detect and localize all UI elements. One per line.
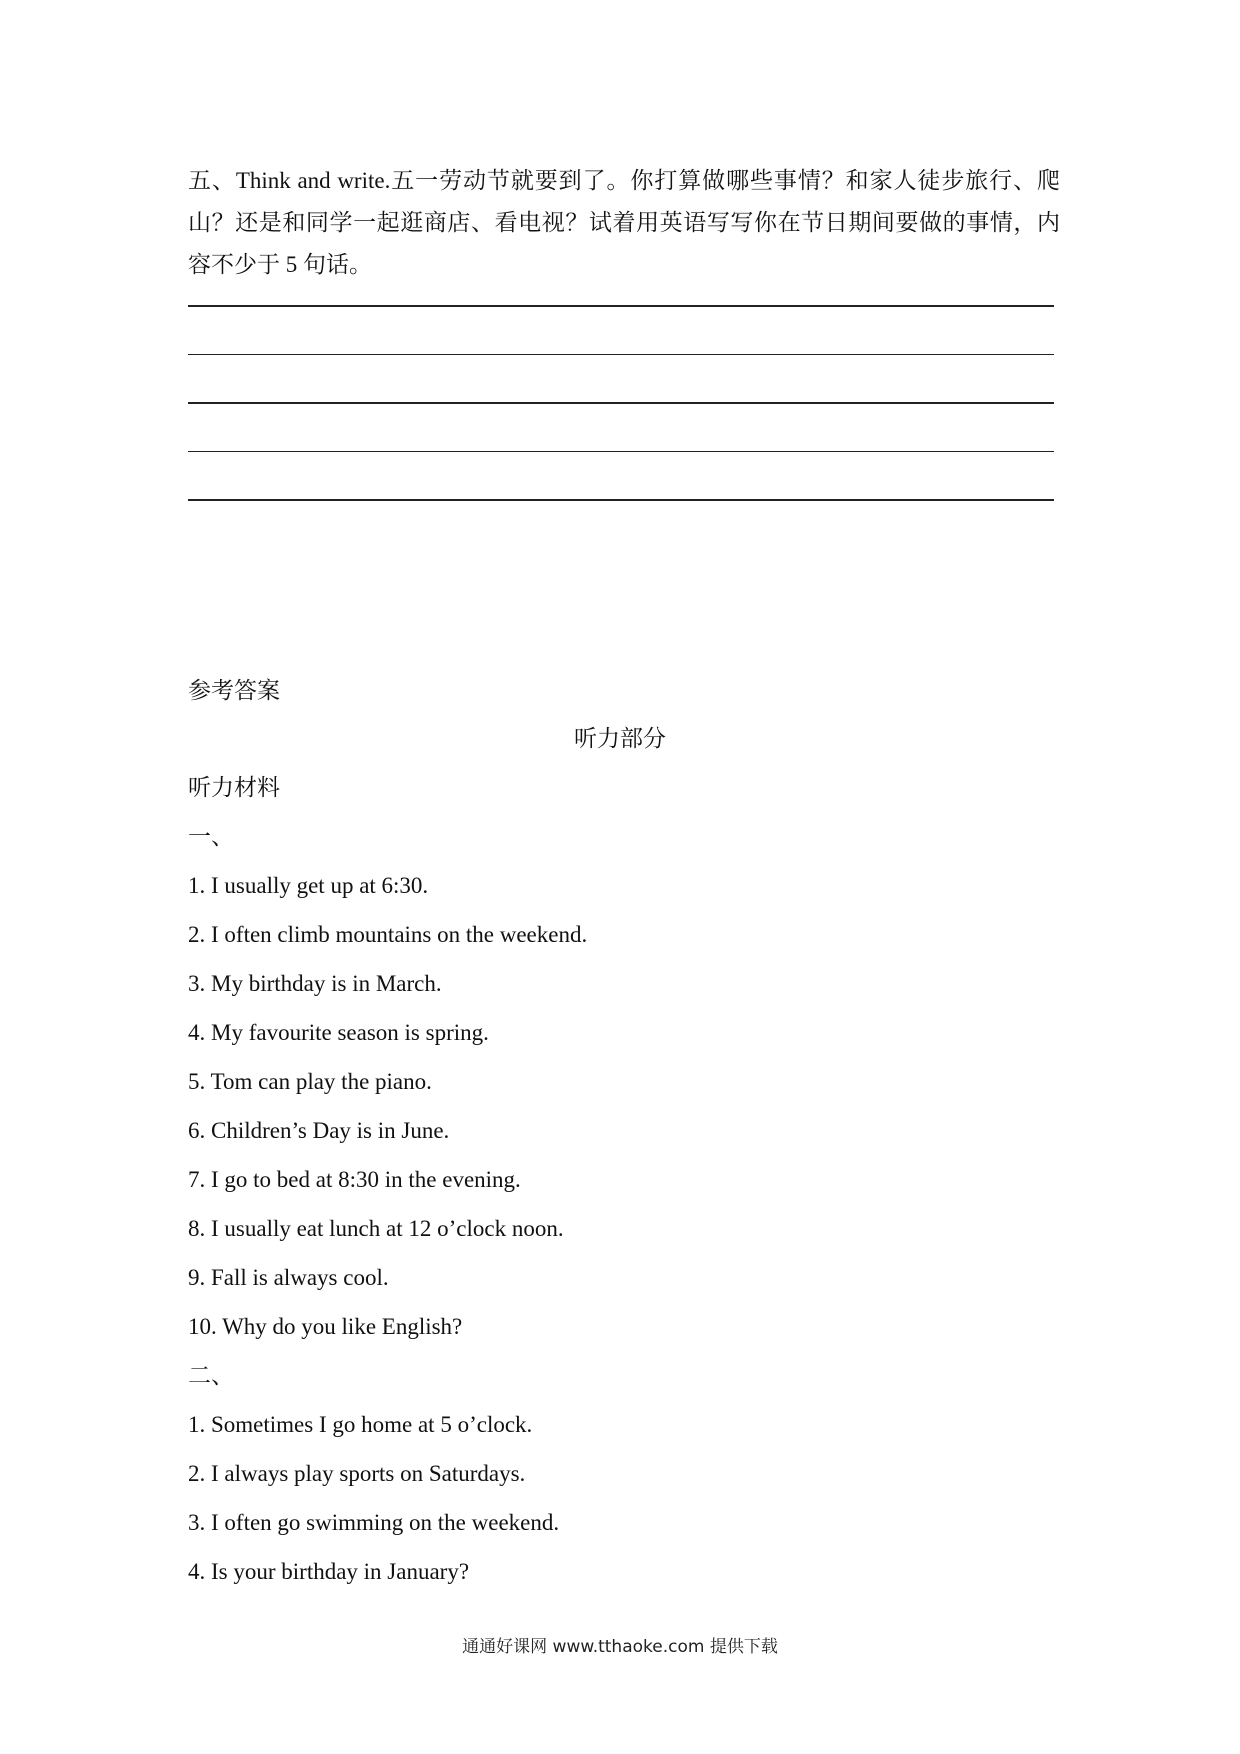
listening-sentence: 8. I usually eat lunch at 12 o’clock noon. (188, 1216, 564, 1241)
listening-sentence: 10. Why do you like English? (188, 1314, 463, 1339)
listening-sentence: 3. I often go swimming on the weekend. (188, 1510, 560, 1535)
writing-line[interactable] (188, 451, 1054, 453)
listening-sentence: 6. Children’s Day is in June. (188, 1118, 450, 1143)
listening-sentence: 2. I often climb mountains on the weekend. (188, 922, 588, 947)
listening-sentence: 3. My birthday is in March. (188, 971, 442, 996)
listening-section-one (188, 816, 1048, 1355)
writing-line[interactable] (188, 354, 1054, 356)
writing-line[interactable] (188, 402, 1054, 404)
listening-material-title: 听力材料 (188, 775, 280, 800)
section-label: 一、 (188, 824, 234, 849)
listening-sentence: 1. I usually get up at 6:30. (188, 873, 429, 898)
reference-answer-title: 参考答案 (188, 678, 280, 703)
listening-sentence: 1. Sometimes I go home at 5 o’clock. (188, 1412, 533, 1437)
listening-sentence: 4. Is your birthday in January? (188, 1559, 470, 1584)
answer-writing-lines (188, 305, 1054, 548)
listening-sentence: 5. Tom can play the piano. (188, 1069, 432, 1094)
listening-sentence: 4. My favourite season is spring. (188, 1020, 489, 1045)
listening-section-two (188, 1355, 1048, 1600)
listening-sentence: 7. I go to bed at 8:30 in the evening. (188, 1167, 521, 1192)
writing-line[interactable] (188, 305, 1054, 307)
footer-watermark-text: 通通好课网 www.tthaoke.com 提供下载 (462, 1637, 778, 1657)
writing-line[interactable] (188, 499, 1054, 501)
listening-sentence: 2. I always play sports on Saturdays. (188, 1461, 526, 1486)
listening-section-title: 听力部分 (574, 726, 666, 751)
question-five-prompt: 五、Think and write.五一劳动节就要到了。你打算做哪些事情？和家人徒步旅行、爬山？还是和同学一起逛商店、看电视？试着用英语写写你在节日期间要做的事情，内容不少于 5 句话。 (188, 168, 1060, 277)
section-label: 二、 (188, 1363, 234, 1388)
listening-sentence: 9. Fall is always cool. (188, 1265, 389, 1290)
